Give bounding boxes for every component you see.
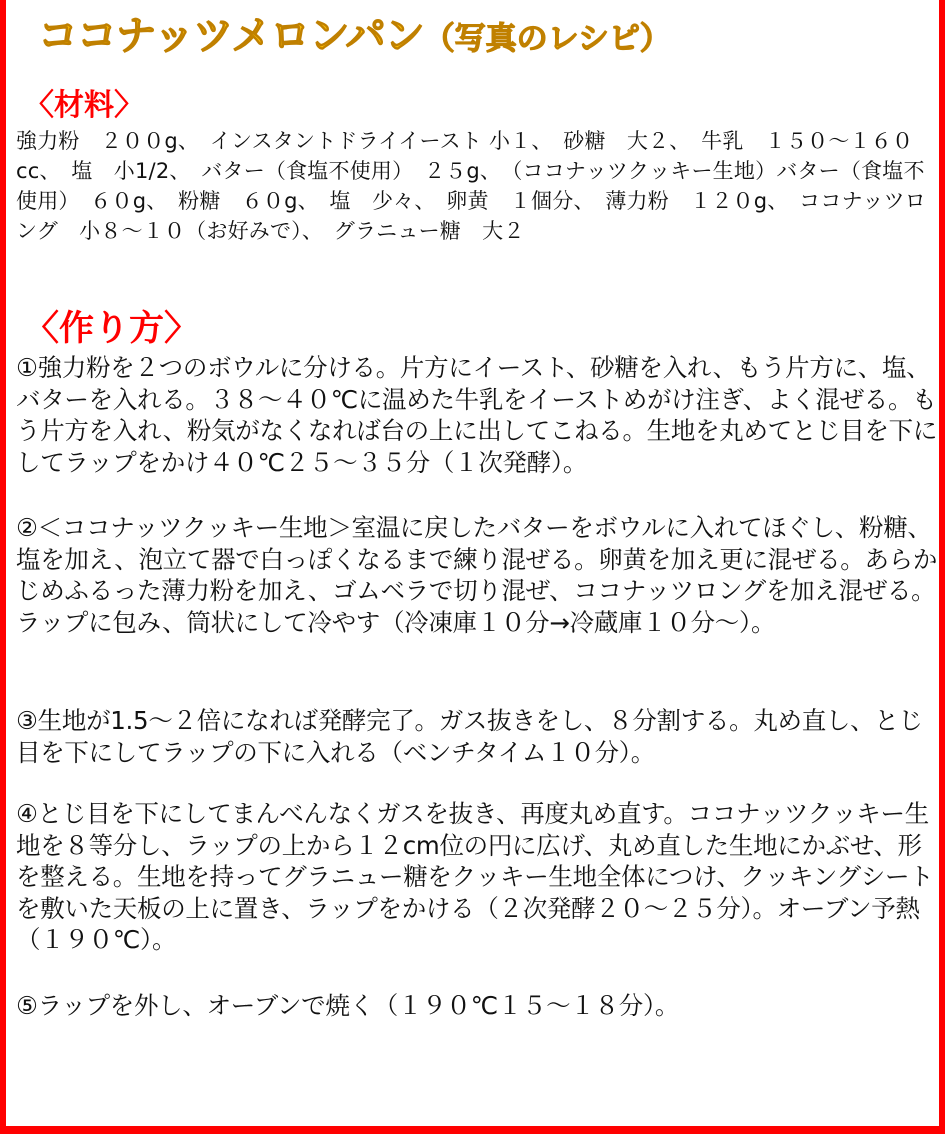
method-step-1: ①強力粉を２つのボウルに分ける。片方にイースト、砂糖を入れ、もう片方に、塩、バターを入れる。３８～４０℃に温めた牛乳をイーストめがけ注ぎ、よく混ぜる。もう片方を入れ、粉気がなくなれば台の上に出してこねる。生地を丸めてとじ目を下にしてラップをかけ４０℃２５～３５分（１次発酵）。 (16, 353, 938, 477)
method-step-3: ③生地が1.5～２倍になれば発酵完了。ガス抜きをし、８分割する。丸め直し、とじ目を下にしてラップの下に入れる（ベンチタイム１０分）。 (16, 706, 923, 767)
recipe-card (6, 0, 939, 1126)
materials-list: 強力粉 ２００g、 インスタントドライイースト 小１、 砂糖 大２、 牛乳 １５０～１６０cc、 塩 小1/2、 バター（食塩不使用） ２５g、 （ココナッツクッキー生地）バター（食塩不使用） ６０g、 粉糖 ６０g、 塩 少々、 卵黄 １個分、 薄力粉 １２０g、 ココナッツロング 小８～１０（お好みで）、 グラニュー糖 大２ (16, 129, 926, 243)
recipe-title (38, 8, 671, 67)
method-step-2: ②＜ココナッツクッキー生地＞室温に戻したバターをボウルに入れてほぐし、粉糖、塩を加え、泡立て器で白っぽくなるまで練り混ぜる。卵黄を加え更に混ぜる。あらかじめふるった薄力粉を加え、ゴムベラで切り混ぜ、ココナッツロングを加え混ぜる。ラップに包み、筒状にして冷やす（冷凍庫１０分→冷蔵庫１０分～）。 (16, 513, 938, 637)
recipe-title-sub: （写真のレシピ） (423, 21, 671, 57)
method-step-5: ⑤ラップを外し、オーブンで焼く（１９０℃１５～１８分）。 (16, 991, 680, 1020)
method-heading: 〈作り方〉 (24, 309, 200, 349)
materials-heading: 〈材料〉 (24, 88, 144, 123)
method-step-4: ④とじ目を下にしてまんべんなくガスを抜き、再度丸め直す。ココナッツクッキー生地を８等分し、ラップの上から１２cm位の円に広げ、丸め直した生地にかぶせ、形を整える。生地を持ってグラニュー糖をクッキー生地全体につけ、クッキングシートを敷いた天板の上に置き、ラップをかける（２次発酵２０～２５分）。オーブン予熱（１９０℃）。 (16, 799, 934, 954)
recipe-title-main: ココナッツメロンパン (38, 13, 424, 59)
